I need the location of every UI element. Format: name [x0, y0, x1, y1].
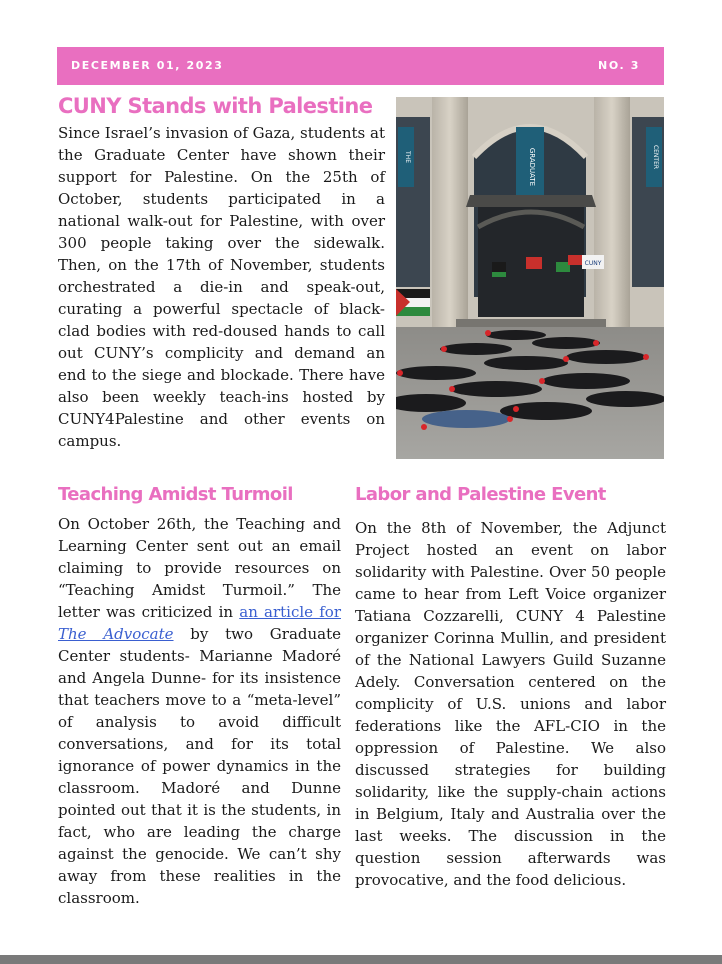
advocate-link-prefix: an article for	[239, 603, 341, 621]
issue-number: NO. 3	[598, 59, 640, 72]
page-bottom-edge	[0, 955, 722, 964]
left-column	[432, 97, 468, 337]
main-article-body: Since Israel’s invasion of Gaza, students at the Graduate Center have shown their support for Palestine. On the 25th of October, students participated in a national walk-out for Palestine, with over 300 people taking over the sidewalk. Then, on the 17th of November, students orchestrated a die-in and speak-out, curating a powerful spectacle of black-clad bodies with red-doused hands to call out CUNY’s complicity and demand an end to the siege and blockade. There have also been weekly teach-ins hosted by CUNY4Palestine and other events on campus.	[58, 124, 385, 450]
palestine-flag	[396, 289, 430, 316]
die-in-photo-illustration	[396, 97, 664, 459]
foreground-protester	[422, 410, 510, 428]
cuny-sign-text: CUNY	[584, 260, 602, 267]
advocate-link-publication: The Advocate	[58, 625, 174, 643]
issue-date: DECEMBER 01, 2023	[71, 59, 224, 72]
teaching-article-title: Teaching Amidst Turmoil	[58, 484, 293, 505]
labor-article-body: On the 8th of November, the Adjunct Project hosted an event on labor solidarity with Palestine. Over 50 people came to hear from Left Voice organizer Tatiana Cozzarelli, CUNY 4 Palestine organizer Corinna Mullin, and president of the National Lawyers Guild Suzanne Adely. Conversation centered on the complicity of U.S. unions and labor federations like the AFL-CIO in the oppression of Palestine. We also discussed strategies for building solidarity, like the supply-chain actions in Belgium, Italy and Australia over the last weeks. The discussion in the question session afterwards was provocative, and the food delicious.	[355, 519, 666, 889]
banner-left-text: THE	[404, 151, 411, 163]
right-column	[594, 97, 630, 337]
banner-graduate-text: GRADUATE	[528, 147, 536, 187]
die-in-photo	[396, 97, 664, 459]
header-bar	[57, 47, 664, 85]
teaching-body-before-link: On October 26th, the Teaching and Learning Center sent out an email claiming to provide resources on “Teaching Amidst Turmoil.” The letter was criticized in	[58, 515, 341, 621]
teaching-article-body	[58, 513, 341, 909]
teaching-body-after-link: by two Graduate Center students- Marianne Madoré and Angela Dunne- for its insistence that teachers move to a “meta-level” of analysis to avoid difficult conversations, and for its total ignorance of power dynamics in the classroom. Madoré and Dunne pointed out that it is the students, in fact, who are leading the charge against the genocide. We can’t shy away from these realities in the classroom.	[58, 625, 342, 907]
banner-right-text: CENTER	[652, 144, 659, 170]
labor-article-title: Labor and Palestine Event	[355, 484, 606, 505]
main-article-title: CUNY Stands with Palestine	[58, 94, 373, 118]
